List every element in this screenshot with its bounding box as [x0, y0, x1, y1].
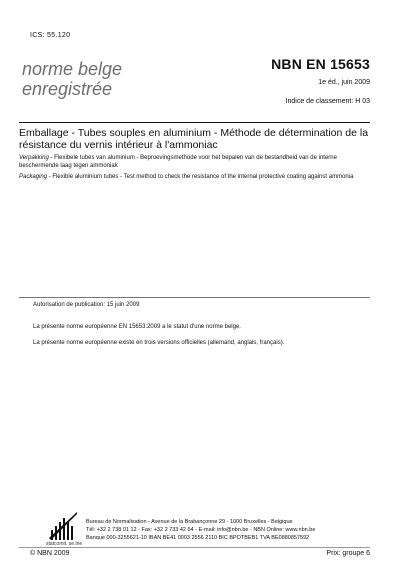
nbn-logo-icon: [47, 508, 79, 542]
classification-index: Indice de classement: H 03: [285, 98, 370, 105]
title-dutch-text: - Flexibele tubes van aluminium - Beproevingsmethode voor het bepalen van de bestandheid van de interne beschermende laag tegen ammoniak: [19, 155, 337, 169]
footer-bank: Banque 000-3255621-10 IBAN BE41 0003 2556 2110 BIC BPOTBEB1 TVA BE0880857592: [86, 535, 310, 541]
footer-contact: Tél: +32 2 738 01 12 - Fax: +32 2 733 42 64 - E-mail: info@nbn.be - NBN Online: www.nbn.be: [86, 527, 316, 533]
title-dutch-prefix: Verpakking: [19, 155, 49, 161]
top-divider: [19, 122, 370, 123]
title-english-prefix: Packaging: [19, 174, 48, 180]
norme-label-line1: norme belge: [22, 59, 123, 79]
price-group: Prix: groupe 6: [326, 550, 370, 557]
middle-divider: [19, 297, 370, 298]
title-french: Emballage - Tubes souples en aluminium - Méthode de détermination de la résistance du vernis intérieur à l'ammoniac: [19, 127, 369, 151]
standard-reference: NBN EN 15653: [271, 56, 370, 72]
norme-label-line2: enregistrée: [22, 79, 113, 99]
logo-caption: statcomit. se.lne: [46, 541, 83, 547]
title-english: [19, 173, 371, 181]
ics-code: ICS: 55.120: [30, 32, 71, 39]
title-dutch: [19, 154, 371, 170]
title-english-text: - Flexible aluminium tubes - Test method to check the resistance of the internal protective coating against ammonia: [47, 174, 354, 180]
footer-address: Bureau de Normalisation - Avenue de la Brabançonne 29 - 1000 Bruxelles - Belgique: [86, 519, 293, 525]
publication-authorization: Autorisation de publication: 15 juin 2009: [33, 302, 140, 308]
copyright: © NBN 2009: [30, 550, 70, 557]
versions-paragraph: La présente norme européenne existe en trois versions officielles (allemand, anglais, français).: [33, 340, 285, 346]
status-paragraph: La présente norme européenne EN 15653:2009 a le statut d'une norme belge.: [33, 324, 241, 330]
edition-date: 1e éd., juin 2009: [318, 79, 370, 86]
bottom-divider: [19, 547, 370, 548]
